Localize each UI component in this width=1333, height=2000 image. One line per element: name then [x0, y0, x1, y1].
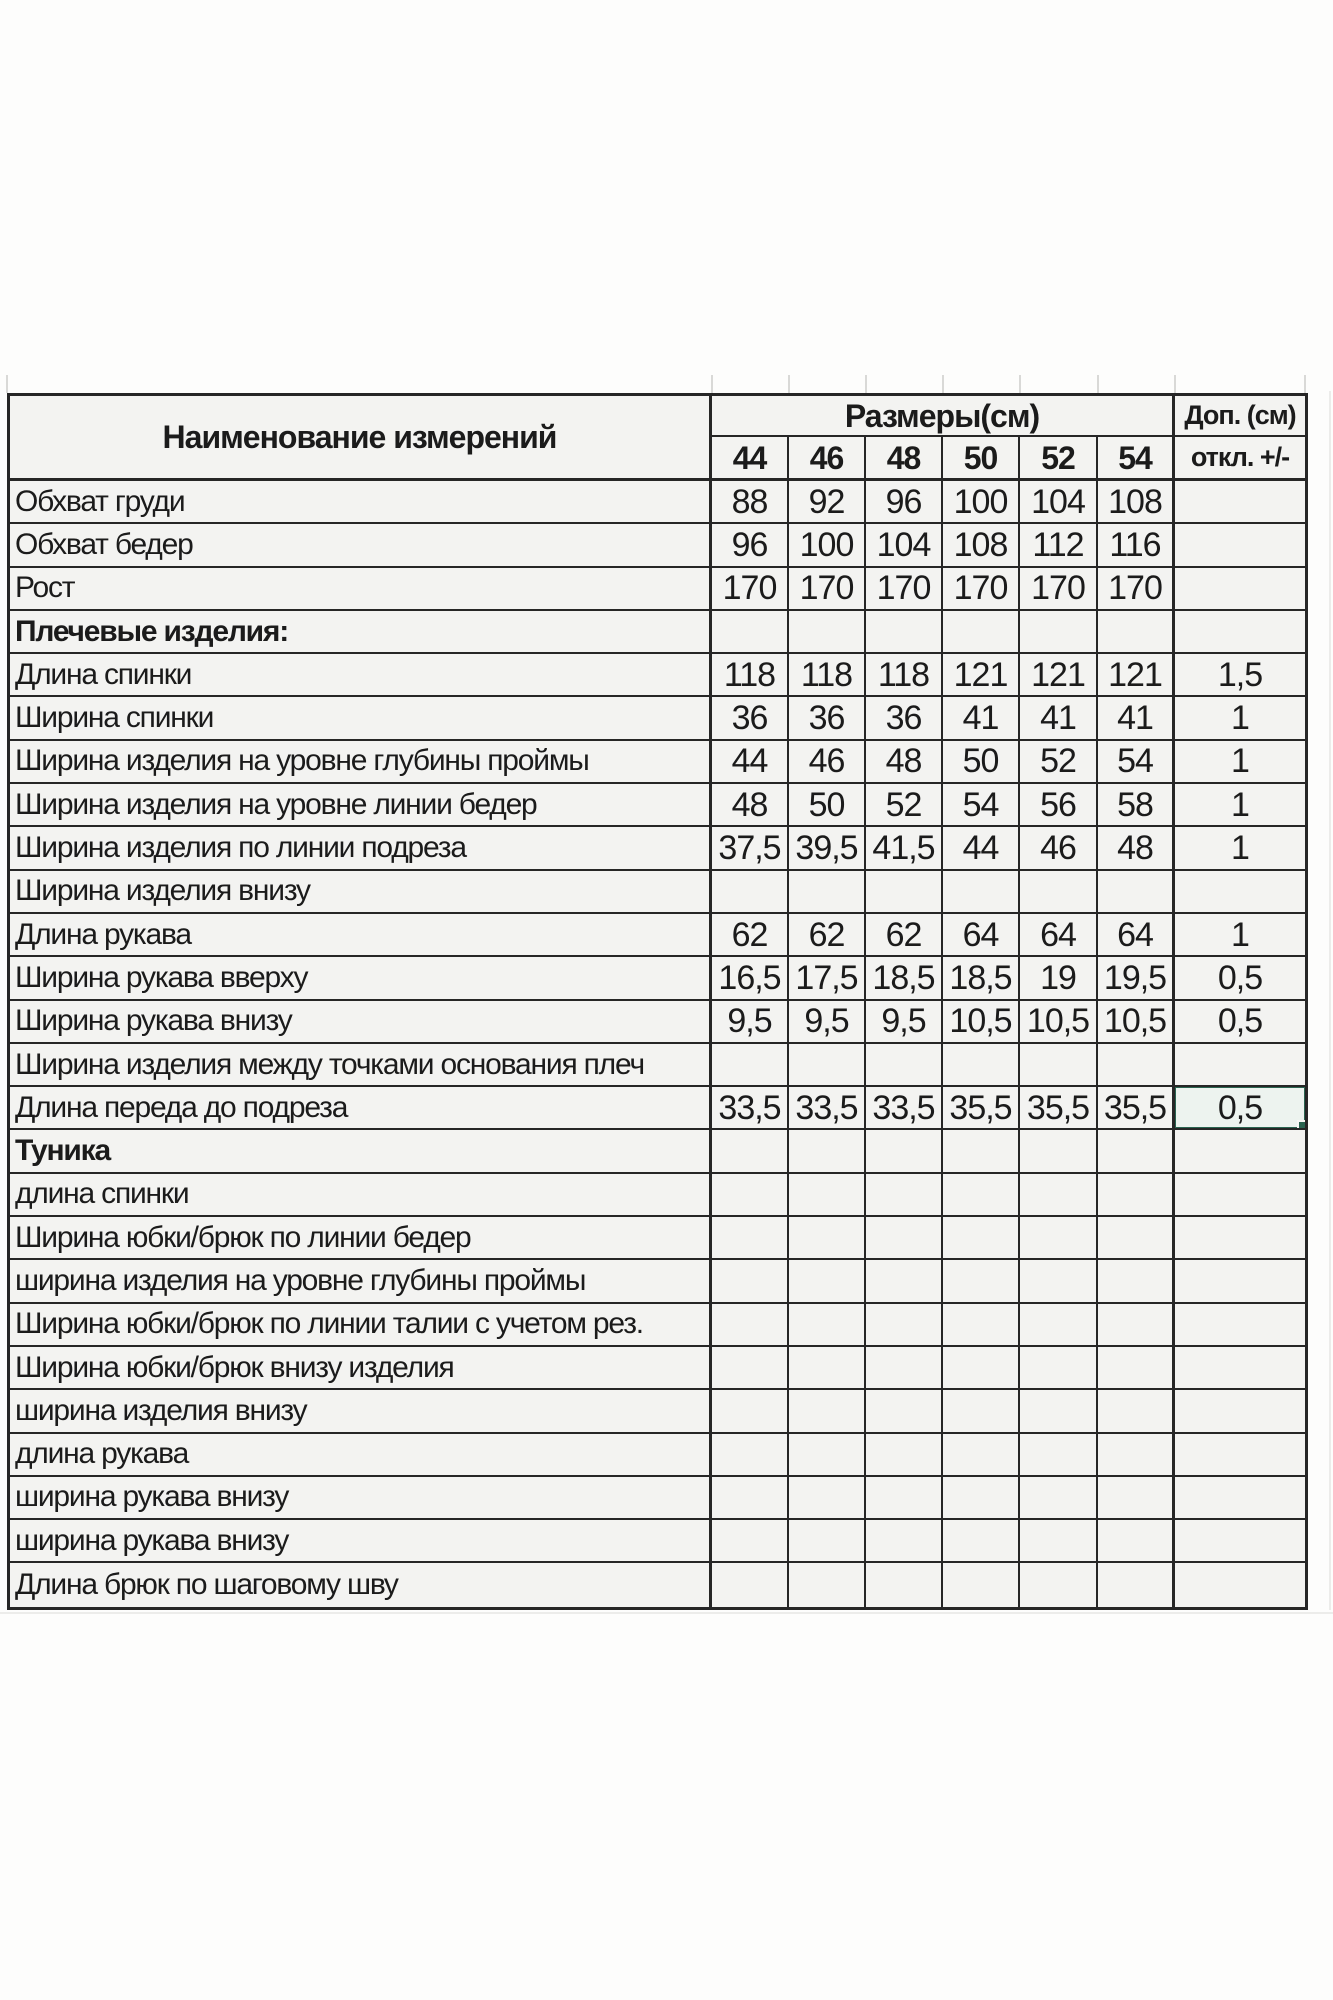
value-cell[interactable]: 33,5: [789, 1087, 866, 1130]
value-cell[interactable]: 64: [943, 914, 1020, 957]
value-cell[interactable]: [1020, 1477, 1098, 1520]
value-cell[interactable]: 52: [1020, 741, 1098, 784]
tolerance-cell[interactable]: [1175, 524, 1305, 567]
value-cell[interactable]: 19,5: [1098, 957, 1175, 1000]
size-column-header[interactable]: 44: [712, 437, 789, 481]
tolerance-cell[interactable]: [1175, 1260, 1305, 1303]
value-cell[interactable]: [1020, 1217, 1098, 1260]
row-label[interactable]: Обхват груди: [10, 481, 712, 524]
tolerance-cell[interactable]: [1175, 1304, 1305, 1347]
value-cell[interactable]: [789, 1304, 866, 1347]
value-cell[interactable]: 62: [866, 914, 943, 957]
value-cell[interactable]: [943, 1304, 1020, 1347]
tolerance-cell[interactable]: [1175, 568, 1305, 611]
gridline-tick: [1304, 375, 1306, 393]
value-cell[interactable]: [789, 1390, 866, 1433]
value-cell[interactable]: [943, 1390, 1020, 1433]
value-cell[interactable]: [1098, 1477, 1175, 1520]
value-cell[interactable]: [789, 1044, 866, 1087]
tolerance-cell[interactable]: [1175, 1044, 1305, 1087]
value-cell[interactable]: 48: [1098, 827, 1175, 870]
value-cell[interactable]: [943, 1347, 1020, 1390]
value-cell[interactable]: 58: [1098, 784, 1175, 827]
value-cell[interactable]: [712, 1563, 789, 1606]
value-cell[interactable]: 41: [1020, 697, 1098, 740]
value-cell[interactable]: [712, 1434, 789, 1477]
value-cell[interactable]: [866, 1130, 943, 1173]
value-cell[interactable]: [1098, 1390, 1175, 1433]
value-cell[interactable]: [866, 1260, 943, 1303]
row-label[interactable]: Длина спинки: [10, 654, 712, 697]
value-cell[interactable]: 121: [1020, 654, 1098, 697]
value-cell[interactable]: 10,5: [943, 1001, 1020, 1044]
value-cell[interactable]: 36: [789, 697, 866, 740]
value-cell[interactable]: [712, 1044, 789, 1087]
value-cell[interactable]: 96: [866, 481, 943, 524]
tolerance-cell[interactable]: 1: [1175, 827, 1305, 870]
value-cell[interactable]: 100: [789, 524, 866, 567]
size-column-header[interactable]: 46: [789, 437, 866, 481]
value-cell[interactable]: 10,5: [1020, 1001, 1098, 1044]
value-cell[interactable]: [1020, 1390, 1098, 1433]
value-cell[interactable]: 112: [1020, 524, 1098, 567]
row-label[interactable]: Длина рукава: [10, 914, 712, 957]
tolerance-cell[interactable]: 0,5: [1175, 1001, 1305, 1044]
value-cell[interactable]: 170: [1098, 568, 1175, 611]
tolerance-cell[interactable]: [1175, 1563, 1305, 1606]
gridline-tick: [865, 375, 867, 393]
value-cell[interactable]: 64: [1020, 914, 1098, 957]
value-cell[interactable]: [789, 1174, 866, 1217]
value-cell[interactable]: [1098, 871, 1175, 914]
fill-handle[interactable]: [1297, 1120, 1305, 1130]
value-cell[interactable]: [943, 1477, 1020, 1520]
tolerance-cell[interactable]: [1175, 481, 1305, 524]
value-cell[interactable]: [943, 1563, 1020, 1606]
gridline-right-of-table: [1329, 391, 1331, 1610]
value-cell[interactable]: [1020, 1044, 1098, 1087]
value-cell[interactable]: [789, 1217, 866, 1260]
gridline-tick: [1174, 375, 1176, 393]
value-cell[interactable]: [866, 1044, 943, 1087]
value-cell[interactable]: [866, 1347, 943, 1390]
value-cell[interactable]: [1098, 1260, 1175, 1303]
value-cell[interactable]: 50: [789, 784, 866, 827]
value-cell[interactable]: [789, 1347, 866, 1390]
value-cell[interactable]: 33,5: [866, 1087, 943, 1130]
value-cell[interactable]: 41,5: [866, 827, 943, 870]
row-label[interactable]: Ширина юбки/брюк внизу изделия: [10, 1347, 712, 1390]
row-label[interactable]: Ширина рукава вверху: [10, 957, 712, 1000]
row-label[interactable]: ширина изделия внизу: [10, 1390, 712, 1433]
value-cell[interactable]: [1098, 1044, 1175, 1087]
value-cell[interactable]: 108: [1098, 481, 1175, 524]
value-cell[interactable]: 92: [789, 481, 866, 524]
value-cell[interactable]: 54: [943, 784, 1020, 827]
value-cell[interactable]: [943, 1434, 1020, 1477]
value-cell[interactable]: [1098, 1304, 1175, 1347]
value-cell[interactable]: [1098, 1563, 1175, 1606]
value-cell[interactable]: 46: [1020, 827, 1098, 870]
row-label[interactable]: Ширина изделия между точками основания плеч: [10, 1044, 712, 1087]
value-cell[interactable]: [943, 1130, 1020, 1173]
value-cell[interactable]: 62: [712, 914, 789, 957]
value-cell[interactable]: [1020, 1260, 1098, 1303]
value-cell[interactable]: 170: [866, 568, 943, 611]
row-label[interactable]: ширина рукава внизу: [10, 1520, 712, 1563]
tolerance-cell[interactable]: 1: [1175, 784, 1305, 827]
value-cell[interactable]: 96: [712, 524, 789, 567]
value-cell[interactable]: 121: [1098, 654, 1175, 697]
value-cell[interactable]: [1098, 1347, 1175, 1390]
tolerance-cell[interactable]: 0,5: [1175, 1087, 1305, 1130]
value-cell[interactable]: 33,5: [712, 1087, 789, 1130]
value-cell[interactable]: 170: [789, 568, 866, 611]
value-cell[interactable]: 44: [712, 741, 789, 784]
value-cell[interactable]: [866, 1477, 943, 1520]
row-label[interactable]: ширина изделия на уровне глубины проймы: [10, 1260, 712, 1303]
gridline-below-table: [0, 1612, 1333, 1614]
column-header-measurement-name[interactable]: Наименование измерений: [10, 396, 712, 481]
value-cell[interactable]: 36: [712, 697, 789, 740]
value-cell[interactable]: 16,5: [712, 957, 789, 1000]
value-cell[interactable]: [712, 1130, 789, 1173]
value-cell[interactable]: [866, 871, 943, 914]
column-header-tolerance-line2[interactable]: откл. +/-: [1175, 437, 1305, 481]
row-label[interactable]: Длина брюк по шаговому шву: [10, 1563, 712, 1606]
value-cell[interactable]: [943, 1260, 1020, 1303]
value-cell[interactable]: [712, 1304, 789, 1347]
row-label[interactable]: длина спинки: [10, 1174, 712, 1217]
value-cell[interactable]: [866, 1520, 943, 1563]
gridline-tick: [942, 375, 944, 393]
row-label[interactable]: Длина переда до подреза: [10, 1087, 712, 1130]
value-cell[interactable]: 62: [789, 914, 866, 957]
tolerance-cell[interactable]: 1: [1175, 697, 1305, 740]
row-label[interactable]: Рост: [10, 568, 712, 611]
value-cell[interactable]: [712, 871, 789, 914]
value-cell[interactable]: 41: [943, 697, 1020, 740]
value-cell[interactable]: [943, 1520, 1020, 1563]
value-cell[interactable]: [712, 1217, 789, 1260]
row-label[interactable]: Ширина изделия по линии подреза: [10, 827, 712, 870]
value-cell[interactable]: [1098, 1217, 1175, 1260]
tolerance-cell[interactable]: [1175, 1520, 1305, 1563]
value-cell[interactable]: 9,5: [789, 1001, 866, 1044]
tolerance-cell[interactable]: [1175, 1477, 1305, 1520]
value-cell[interactable]: 118: [789, 654, 866, 697]
value-cell[interactable]: [1020, 611, 1098, 654]
row-label[interactable]: Ширина изделия на уровне глубины проймы: [10, 741, 712, 784]
value-cell[interactable]: [1098, 1174, 1175, 1217]
row-label[interactable]: ширина рукава внизу: [10, 1477, 712, 1520]
value-cell[interactable]: [866, 1390, 943, 1433]
row-label[interactable]: Плечевые изделия:: [10, 611, 712, 654]
value-cell[interactable]: [789, 1130, 866, 1173]
value-cell[interactable]: [789, 1477, 866, 1520]
value-cell[interactable]: 64: [1098, 914, 1175, 957]
value-cell[interactable]: 41: [1098, 697, 1175, 740]
value-cell[interactable]: 18,5: [943, 957, 1020, 1000]
value-cell[interactable]: 9,5: [866, 1001, 943, 1044]
value-cell[interactable]: 36: [866, 697, 943, 740]
value-cell[interactable]: 118: [866, 654, 943, 697]
value-cell[interactable]: 19: [1020, 957, 1098, 1000]
value-cell[interactable]: 48: [712, 784, 789, 827]
row-label[interactable]: Туника: [10, 1130, 712, 1173]
value-cell[interactable]: [712, 611, 789, 654]
size-column-header[interactable]: 52: [1020, 437, 1098, 481]
value-cell[interactable]: [866, 1217, 943, 1260]
value-cell[interactable]: 56: [1020, 784, 1098, 827]
value-cell[interactable]: [1098, 1130, 1175, 1173]
row-label[interactable]: Ширина юбки/брюк по линии талии с учетом рез.: [10, 1304, 712, 1347]
value-cell[interactable]: 170: [943, 568, 1020, 611]
value-cell[interactable]: [789, 1520, 866, 1563]
value-cell[interactable]: [866, 1434, 943, 1477]
value-cell[interactable]: [866, 611, 943, 654]
value-cell[interactable]: [943, 1174, 1020, 1217]
gridline-tick: [711, 375, 713, 393]
value-cell[interactable]: 52: [866, 784, 943, 827]
value-cell[interactable]: [866, 1304, 943, 1347]
value-cell[interactable]: [1098, 611, 1175, 654]
value-cell[interactable]: [1098, 1434, 1175, 1477]
value-cell[interactable]: [1020, 871, 1098, 914]
value-cell[interactable]: [1020, 1563, 1098, 1606]
tolerance-cell[interactable]: [1175, 1434, 1305, 1477]
value-cell[interactable]: [943, 1217, 1020, 1260]
value-cell[interactable]: 18,5: [866, 957, 943, 1000]
tolerance-cell[interactable]: 1: [1175, 741, 1305, 784]
value-cell[interactable]: [712, 1477, 789, 1520]
value-cell[interactable]: [712, 1260, 789, 1303]
column-header-tolerance-line1[interactable]: Доп. (см): [1175, 396, 1305, 437]
value-cell[interactable]: 46: [789, 741, 866, 784]
value-cell[interactable]: [1020, 1347, 1098, 1390]
value-cell[interactable]: 100: [943, 481, 1020, 524]
value-cell[interactable]: 37,5: [712, 827, 789, 870]
tolerance-cell[interactable]: [1175, 1130, 1305, 1173]
row-label[interactable]: Ширина изделия на уровне линии бедер: [10, 784, 712, 827]
tolerance-cell[interactable]: 0,5: [1175, 957, 1305, 1000]
value-cell[interactable]: 50: [943, 741, 1020, 784]
value-cell[interactable]: [712, 1174, 789, 1217]
value-cell[interactable]: 35,5: [1020, 1087, 1098, 1130]
value-cell[interactable]: 48: [866, 741, 943, 784]
value-cell[interactable]: [866, 1174, 943, 1217]
column-header-sizes[interactable]: Размеры(см): [712, 396, 1175, 437]
value-cell[interactable]: [1020, 1304, 1098, 1347]
tolerance-cell[interactable]: 1: [1175, 914, 1305, 957]
gridline-tick: [1019, 375, 1021, 393]
value-cell[interactable]: [712, 1390, 789, 1433]
size-column-header[interactable]: 54: [1098, 437, 1175, 481]
value-cell[interactable]: 108: [943, 524, 1020, 567]
value-cell[interactable]: [789, 871, 866, 914]
value-cell[interactable]: [943, 1044, 1020, 1087]
row-label[interactable]: Ширина спинки: [10, 697, 712, 740]
tolerance-cell[interactable]: [1175, 1174, 1305, 1217]
value-cell[interactable]: [789, 611, 866, 654]
measurement-table: [7, 393, 1308, 1610]
value-cell[interactable]: 116: [1098, 524, 1175, 567]
value-cell[interactable]: 10,5: [1098, 1001, 1175, 1044]
value-cell[interactable]: [1020, 1434, 1098, 1477]
row-label[interactable]: длина рукава: [10, 1434, 712, 1477]
value-cell[interactable]: [789, 1260, 866, 1303]
value-cell[interactable]: [712, 1347, 789, 1390]
value-cell[interactable]: 35,5: [943, 1087, 1020, 1130]
tolerance-cell[interactable]: [1175, 1347, 1305, 1390]
tolerance-cell[interactable]: 1,5: [1175, 654, 1305, 697]
size-column-header[interactable]: 48: [866, 437, 943, 481]
value-cell[interactable]: 104: [1020, 481, 1098, 524]
row-label[interactable]: Ширина юбки/брюк по линии бедер: [10, 1217, 712, 1260]
value-cell[interactable]: [866, 1563, 943, 1606]
value-cell[interactable]: 170: [1020, 568, 1098, 611]
value-cell[interactable]: [1098, 1520, 1175, 1563]
value-cell[interactable]: [789, 1563, 866, 1606]
value-cell[interactable]: 54: [1098, 741, 1175, 784]
gridline-tick: [6, 375, 8, 393]
value-cell[interactable]: [789, 1434, 866, 1477]
row-label[interactable]: Обхват бедер: [10, 524, 712, 567]
value-cell[interactable]: 9,5: [712, 1001, 789, 1044]
value-cell[interactable]: 170: [712, 568, 789, 611]
tolerance-cell[interactable]: [1175, 611, 1305, 654]
value-cell[interactable]: 44: [943, 827, 1020, 870]
size-column-header[interactable]: 50: [943, 437, 1020, 481]
tolerance-cell[interactable]: [1175, 1390, 1305, 1433]
value-cell[interactable]: [712, 1520, 789, 1563]
value-cell[interactable]: [943, 871, 1020, 914]
value-cell[interactable]: [1020, 1130, 1098, 1173]
value-cell[interactable]: [1020, 1174, 1098, 1217]
value-cell[interactable]: 118: [712, 654, 789, 697]
tolerance-cell[interactable]: [1175, 871, 1305, 914]
tolerance-cell[interactable]: [1175, 1217, 1305, 1260]
gridline-tick: [788, 375, 790, 393]
value-cell[interactable]: 35,5: [1098, 1087, 1175, 1130]
row-label[interactable]: Ширина изделия внизу: [10, 871, 712, 914]
value-cell[interactable]: 121: [943, 654, 1020, 697]
value-cell[interactable]: [1020, 1520, 1098, 1563]
value-cell[interactable]: 39,5: [789, 827, 866, 870]
selection-border: [1175, 1087, 1305, 1130]
gridline-tick: [1097, 375, 1099, 393]
value-cell[interactable]: [943, 611, 1020, 654]
value-cell[interactable]: 17,5: [789, 957, 866, 1000]
value-cell[interactable]: 104: [866, 524, 943, 567]
value-cell[interactable]: 88: [712, 481, 789, 524]
row-label[interactable]: Ширина рукава внизу: [10, 1001, 712, 1044]
